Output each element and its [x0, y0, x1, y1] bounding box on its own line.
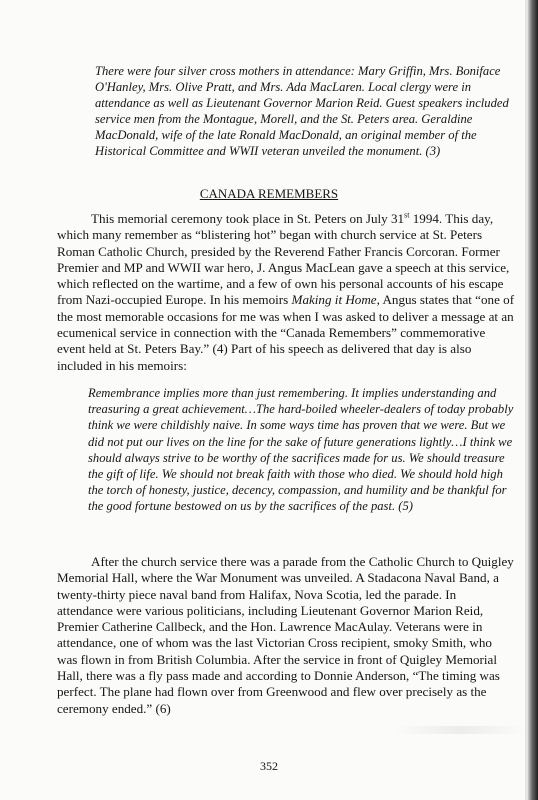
body-paragraph-ceremony [57, 211, 515, 374]
scan-smudge [395, 726, 525, 734]
para1-text-middle: 1994. This day, which many remember as “blistering hot” began with church service at St. Peters Roman Catholic Church, presided by the Reverend Father Francis Corcoran. Former Premier and MP and WWII war hero, J. Angus MacLean gave a speech at this service, which reflected on the wartime, and a few of own his personal accounts of his escape from Nazi-occupied Europe. In his memoirs [57, 211, 510, 308]
block-quote-attendance: There were four silver cross mothers in attendance: Mary Griffin, Mrs. Boniface O'Hanley, Mrs. Olive Pratt, and Mrs. Ada MacLaren. Local clergy were in attendance as well as Lieutenant Governor Marion Reid. Guest speakers included service men from the Montague, Morell, and the St. Peters area. Geraldine MacDonald, wife of the late Ronald MacDonald, an original member of the Historical Committee and WWII veteran unveiled the monument. (3) [95, 64, 509, 158]
para1-text-start: This memorial ceremony took place in St. Peters on July 31 [91, 211, 405, 226]
para1-text-end: , Angus states that “one of the most memorable occasions for me was when I was asked to deliver a message at an ecumenical service in connection with the “Canada Remembers” commemorative event held at St. Peters Bay.” (4) Part of his speech as delivered that day is also included in his memoirs: [57, 292, 515, 373]
date-superscript: st [404, 210, 410, 220]
block-quote-speech: Remembrance implies more than just remembering. It implies understanding and treasuring a great achievement…The hard-boiled wheeler-dealers of today probably think we were childishly naive. In some ways time has proven that we were. But we did not put our lives on the line for the sake of future generations lightly…I think we should always strive to be worthy of the sacrifices made for us. We should treasure the gift of life. We should not break faith with those who died. We should hold high the torch of honesty, justice, decency, compassion, and humility and be thankful for the good fortune bestowed on us by the sacrifices of the past. (5) [88, 386, 514, 514]
body-paragraph-parade: After the church service there was a parade from the Catholic Church to Quigley Memorial Hall, where the War Monument was unveiled. A Stadacona Naval Band, a twenty-thirty piece naval band from Halifax, Nova Scotia, led the parade. In attendance were various politicians, including Lieutenant Governor Marion Reid, Premier Catherine Callbeck, and the Hon. Lawrence MacAulay. Veterans were in attendance, one of whom was the last Victorian Cross recipient, smoky Smith, who was flown in from British Columbia. After the service in front of Quigley Memorial Hall, there was a fly pass made and according to Donnie Anderson, “The timing was perfect. The plane had flown over from Greenwood and flew over precisely as the ceremony ended.” (6) [57, 554, 514, 716]
page-edge-shadow [528, 0, 538, 800]
section-heading: CANADA REMEMBERS [199, 186, 339, 201]
book-title: Making it Home [291, 292, 377, 308]
page-number: 352 [260, 759, 278, 773]
